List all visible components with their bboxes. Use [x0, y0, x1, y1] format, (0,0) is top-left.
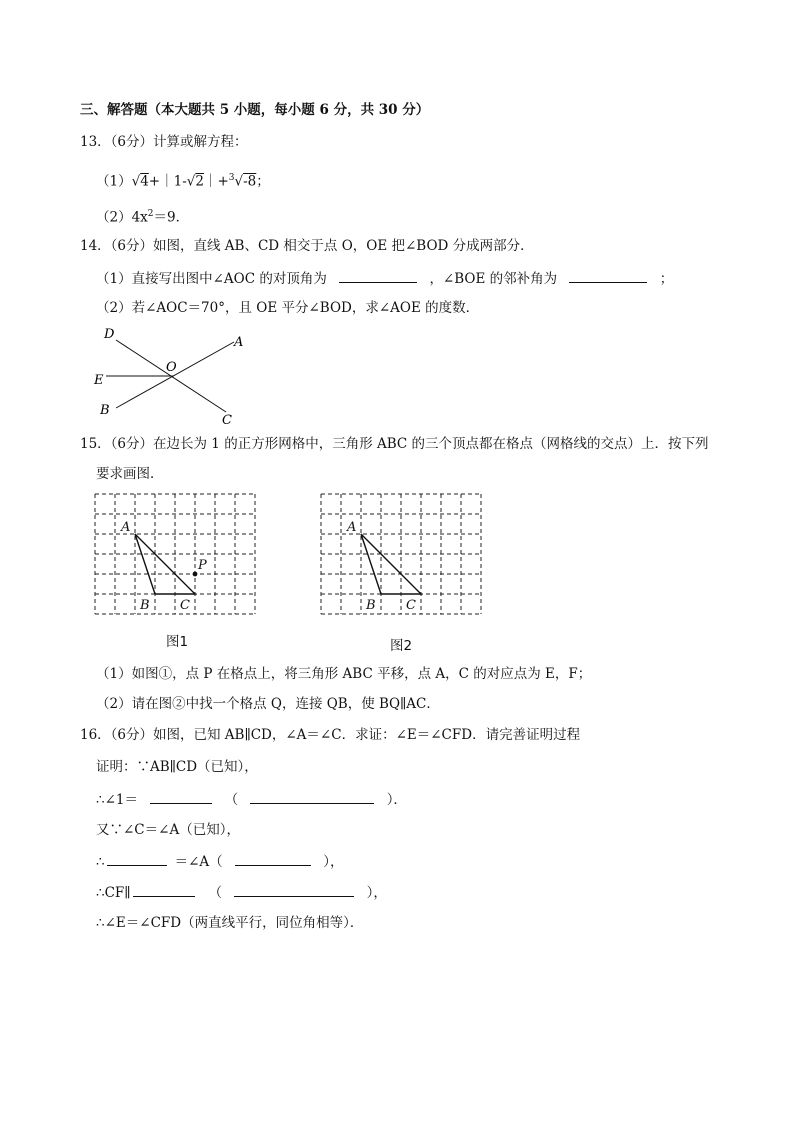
q16-l4-b: ＝∠A（ [174, 854, 223, 870]
answer-blank[interactable] [569, 268, 647, 283]
label-d: D [104, 327, 115, 342]
grid-lines [321, 494, 481, 614]
grid-figure-2 [320, 493, 484, 617]
q16-l2-a: ∴∠1＝ [96, 792, 138, 808]
q14-figure [88, 322, 258, 432]
fig2-caption: 图2 [390, 638, 413, 654]
q13-term-3: 2 [195, 173, 204, 190]
label-b: B [366, 598, 376, 613]
q16-proof-line6: ∴∠E＝∠CFD（两直线平行，同位角相等）． [96, 915, 364, 931]
q14-stem: 14．（6分）如图，直线 AB、CD 相交于点 O，OE 把∠BOD 分成两部分． [80, 238, 534, 254]
answer-blank[interactable] [235, 851, 311, 866]
label-c: C [222, 413, 232, 428]
answer-blank[interactable] [339, 268, 417, 283]
fig1-caption: 图1 [166, 634, 189, 650]
label-a: A [347, 520, 357, 535]
cube-root-index: 3 [228, 173, 235, 183]
label-a: A [121, 520, 131, 535]
q13-stem: 13．（6分）计算或解方程： [80, 134, 248, 150]
q14-part2: （2）若∠AOC＝70°，且 OE 平分∠BOD，求∠AOE 的度数． [96, 300, 480, 316]
label-c: C [406, 598, 416, 613]
q13-term-1: 4 [140, 173, 149, 190]
q15-part1: （1）如图①，点 P 在格点上，将三角形 ABC 平移，点 A，C 的对应点为 E，F； [96, 666, 592, 682]
q14-part1-c: ； [659, 271, 674, 287]
q16-l2-b: （ [224, 792, 239, 808]
q13-part1-label: （1） [96, 173, 132, 190]
answer-blank[interactable] [150, 789, 212, 804]
q16-proof-line1: 证明：∵AB∥CD（已知）， [96, 759, 258, 775]
answer-blank[interactable] [133, 882, 195, 897]
grid-figure-1 [94, 493, 258, 617]
q14-part1 [96, 268, 673, 289]
q16-l2-c: ）． [386, 792, 407, 808]
label-o: O [166, 360, 177, 375]
answer-blank[interactable] [107, 851, 167, 866]
q13-term-2: +｜1- [148, 173, 187, 190]
sqrt-icon: √ [131, 173, 141, 190]
q13-term-6: -8 [243, 173, 257, 190]
label-a: A [234, 335, 244, 350]
sqrt-icon: √ [186, 173, 196, 190]
q16-stem: 16．（6分）如图，已知 AB∥CD，∠A＝∠C．求证：∠E＝∠CFD．请完善证明过程 [80, 727, 581, 743]
q14-part1-b: ，∠BOE 的邻补角为 [429, 271, 558, 287]
label-p: P [198, 558, 207, 573]
q16-l4-a: ∴ [96, 854, 105, 870]
q15-part2: （2）请在图②中找一个格点 Q，连接 QB，使 BQ∥AC． [96, 696, 440, 712]
q16-l5-c: ）， [366, 885, 387, 901]
answer-blank[interactable] [234, 882, 354, 897]
q13-part2 [96, 204, 189, 228]
answer-blank[interactable] [250, 789, 374, 804]
q15-stem-line1: 15．（6分）在边长为 1 的正方形网格中，三角形 ABC 的三个顶点都在格点（网格线的交点）上．按下列 [80, 436, 709, 452]
label-b: B [140, 598, 150, 613]
q13-term-4: ｜+ [203, 173, 229, 190]
q13-part2-label: （2） [96, 209, 132, 226]
label-c: C [180, 598, 190, 613]
q16-l5-b: （ [208, 885, 223, 901]
label-e: E [94, 373, 104, 388]
triangle-abc [135, 534, 195, 594]
q13-part1 [96, 168, 270, 192]
q16-proof-line3: 又∵∠C＝∠A（已知）， [96, 822, 240, 838]
q16-proof-line4 [96, 851, 344, 872]
q16-proof-line2 [96, 789, 407, 810]
section-title: 三、解答题（本大题共 5 小题，每小题 6 分，共 30 分） [80, 102, 430, 118]
point-p [193, 572, 198, 577]
q16-l5-a: ∴CF∥ [96, 885, 131, 901]
q13-part2-rest: ＝9． [153, 209, 190, 226]
label-b: B [100, 403, 110, 418]
q15-stem-line2: 要求画图． [96, 466, 164, 482]
triangle-abc [361, 534, 421, 594]
sqrt-icon: √ [234, 173, 244, 190]
q16-l4-c: ）， [323, 854, 344, 870]
q14-part1-a: （1）直接写出图中∠AOC 的对顶角为 [96, 271, 327, 287]
q13-part2-expr: 4x [131, 209, 148, 226]
q13-term-7: ； [256, 173, 270, 190]
q16-proof-line5 [96, 882, 387, 903]
q13-part2-exp: 2 [147, 209, 154, 219]
grid-lines [95, 494, 255, 614]
